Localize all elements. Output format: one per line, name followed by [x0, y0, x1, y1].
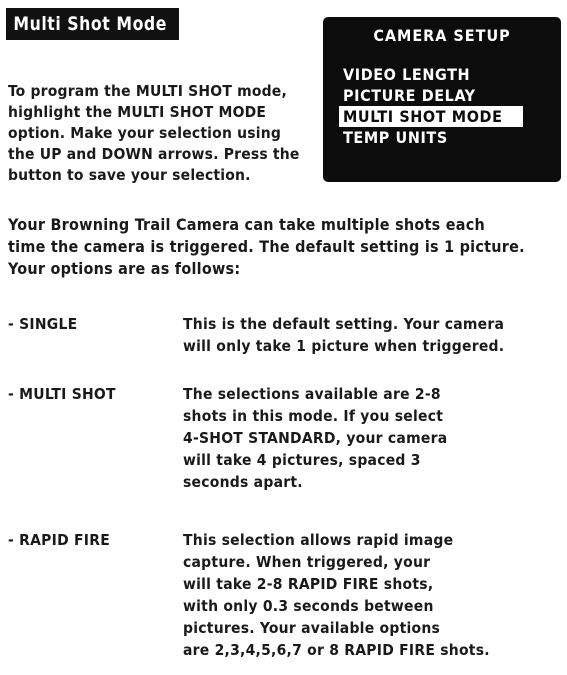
description-paragraph — [8, 214, 564, 280]
option-description-line: will only take 1 picture when triggered. — [183, 337, 505, 355]
option-description-line: shots in this mode. If you select — [183, 407, 444, 425]
option-description-line: will take 2-8 RAPID FIRE shots, — [183, 575, 434, 593]
menu-item-picture-delay: PICTURE DELAY — [343, 86, 476, 105]
option-name: - RAPID FIRE — [8, 531, 110, 549]
camera-setup-menu — [339, 64, 523, 148]
option-description — [183, 313, 563, 357]
intro-line: To program the MULTI SHOT mode, — [8, 82, 287, 100]
option-name: - MULTI SHOT — [8, 385, 116, 403]
option-description-line: 4-SHOT STANDARD, your camera — [183, 429, 448, 447]
option-description — [183, 383, 563, 493]
section-title: Multi Shot Mode — [6, 8, 179, 40]
option-description-line: seconds apart. — [183, 473, 303, 491]
option-description-line: are 2,3,4,5,6,7 or 8 RAPID FIRE shots. — [183, 641, 490, 659]
intro-line: the UP and DOWN arrows. Press the — [8, 145, 300, 163]
option-description-line: with only 0.3 seconds between — [183, 597, 434, 615]
intro-line: highlight the MULTI SHOT MODE — [8, 103, 267, 121]
camera-setup-title: CAMERA SETUP — [373, 26, 511, 45]
option-description-line: The selections available are 2-8 — [183, 385, 441, 403]
option-description-line: will take 4 pictures, spaced 3 — [183, 451, 421, 469]
intro-paragraph — [8, 81, 338, 186]
option-description-line: This selection allows rapid image — [183, 531, 454, 549]
option-description-line: capture. When triggered, your — [183, 553, 431, 571]
description-line: Your options are as follows: — [8, 259, 241, 278]
option-description-line: This is the default setting. Your camera — [183, 315, 505, 333]
menu-item-video-length: VIDEO LENGTH — [343, 65, 471, 84]
option-name: - SINGLE — [8, 315, 78, 333]
option-description — [183, 529, 563, 661]
description-line: Your Browning Trail Camera can take multiple shots each — [8, 215, 485, 234]
menu-item-temp-units: TEMP UNITS — [343, 128, 448, 147]
menu-item-multi-shot-mode-selected: MULTI SHOT MODE — [339, 106, 523, 127]
option-description-line: pictures. Your available options — [183, 619, 441, 637]
intro-line: option. Make your selection using — [8, 124, 282, 142]
intro-line: button to save your selection. — [8, 166, 251, 184]
camera-setup-screen — [323, 17, 561, 182]
description-line: time the camera is triggered. The default setting is 1 picture. — [8, 237, 525, 256]
